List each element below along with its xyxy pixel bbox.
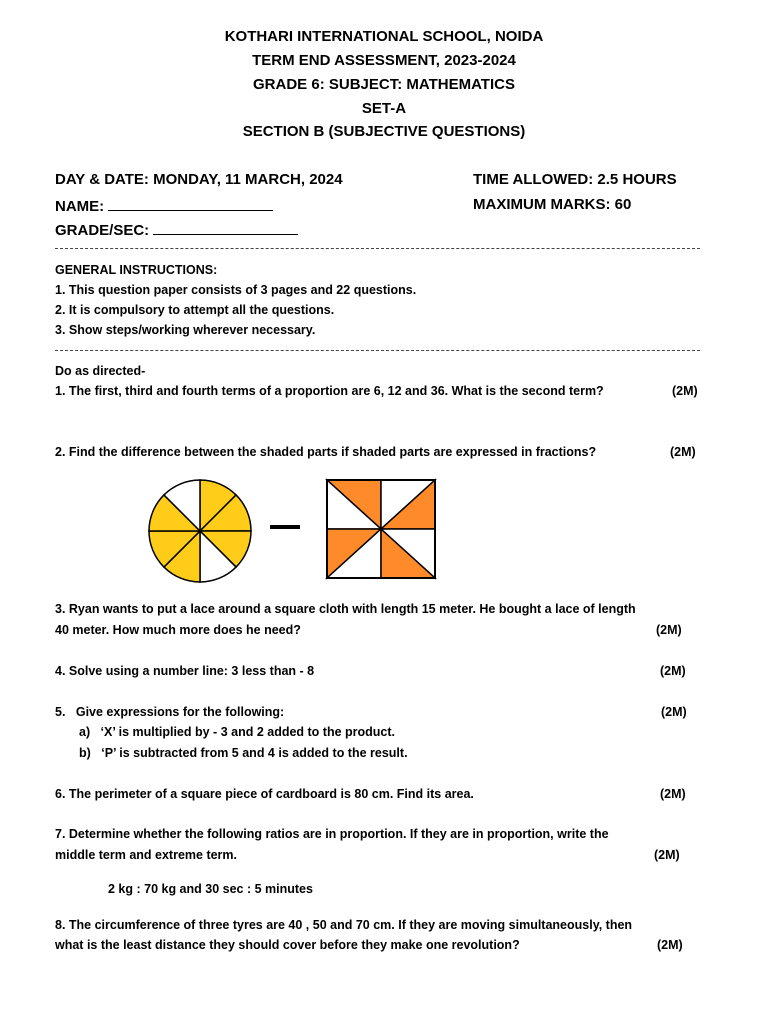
square-cells xyxy=(327,480,435,578)
shaded-circle-figure xyxy=(145,478,255,584)
question-8-line-1: 8. The circumference of three tyres are 40 , 50 and 70 cm. If they are moving simultaneously, then xyxy=(55,918,633,932)
question-5-marks: (2M) xyxy=(661,705,687,719)
set-label: SET-A xyxy=(361,100,407,117)
question-1: 1. The first, third and fourth terms of a proportion are 6, 12 and 36. What is the second term? xyxy=(55,384,604,398)
grade-sec-blank xyxy=(153,220,298,235)
divider xyxy=(55,248,700,249)
question-3-line-1: 3. Ryan wants to put a lace around a square cloth with length 15 meter. He bought a lace of length xyxy=(55,602,636,616)
question-2-marks: (2M) xyxy=(670,445,696,459)
max-marks: MAXIMUM MARKS: 60 xyxy=(473,196,632,213)
school-name: KOTHARI INTERNATIONAL SCHOOL, NOIDA xyxy=(224,28,544,45)
do-as-directed: Do as directed- xyxy=(55,364,146,378)
grade-subject: GRADE 6: SUBJECT: MATHEMATICS xyxy=(253,76,515,93)
question-8-line-2: what is the least distance they should cover before they make one revolution? xyxy=(55,938,520,952)
question-6-marks: (2M) xyxy=(660,787,686,801)
day-date: DAY & DATE: MONDAY, 11 MARCH, 2024 xyxy=(55,171,343,188)
instruction-item: 1. This question paper consists of 3 pages and 22 questions. xyxy=(55,283,417,297)
circle-sectors xyxy=(149,480,251,582)
question-7-ratios: 2 kg : 70 kg and 30 sec : 5 minutes xyxy=(108,882,313,896)
question-5a: a) ‘X’ is multiplied by - 3 and 2 added to the product. xyxy=(79,725,396,739)
minus-sign xyxy=(270,525,300,529)
divider xyxy=(55,350,700,351)
name-blank xyxy=(108,196,273,211)
question-4-marks: (2M) xyxy=(660,664,686,678)
question-4: 4. Solve using a number line: 3 less than - 8 xyxy=(55,664,315,678)
name-field xyxy=(55,196,273,215)
grade-sec-label: GRADE/SEC: xyxy=(55,222,150,239)
section-title: SECTION B (SUBJECTIVE QUESTIONS) xyxy=(242,123,526,140)
instruction-item: 2. It is compulsory to attempt all the questions. xyxy=(55,303,335,317)
grade-sec-field xyxy=(55,220,298,239)
question-7-line-1: 7. Determine whether the following ratios are in proportion. If they are in proportion, write the xyxy=(55,827,609,841)
instructions-title: GENERAL INSTRUCTIONS: xyxy=(55,263,218,277)
question-1-marks: (2M) xyxy=(672,384,698,398)
question-5b: b) ‘P’ is subtracted from 5 and 4 is added to the result. xyxy=(79,746,408,760)
time-allowed: TIME ALLOWED: 2.5 HOURS xyxy=(473,171,677,188)
question-2: 2. Find the difference between the shaded parts if shaded parts are expressed in fractions? xyxy=(55,445,597,459)
question-3-marks: (2M) xyxy=(656,623,682,637)
question-8-marks: (2M) xyxy=(657,938,683,952)
question-7-line-2: middle term and extreme term. xyxy=(55,848,238,862)
question-3-line-2: 40 meter. How much more does he need? xyxy=(55,623,301,637)
name-label: NAME: xyxy=(55,198,105,215)
question-5: 5. Give expressions for the following: xyxy=(55,705,285,719)
exam-title: TERM END ASSESSMENT, 2023-2024 xyxy=(252,52,516,69)
shaded-square-figure xyxy=(325,478,437,580)
question-6: 6. The perimeter of a square piece of cardboard is 80 cm. Find its area. xyxy=(55,787,474,801)
question-7-marks: (2M) xyxy=(654,848,680,862)
instruction-item: 3. Show steps/working wherever necessary. xyxy=(55,323,316,337)
